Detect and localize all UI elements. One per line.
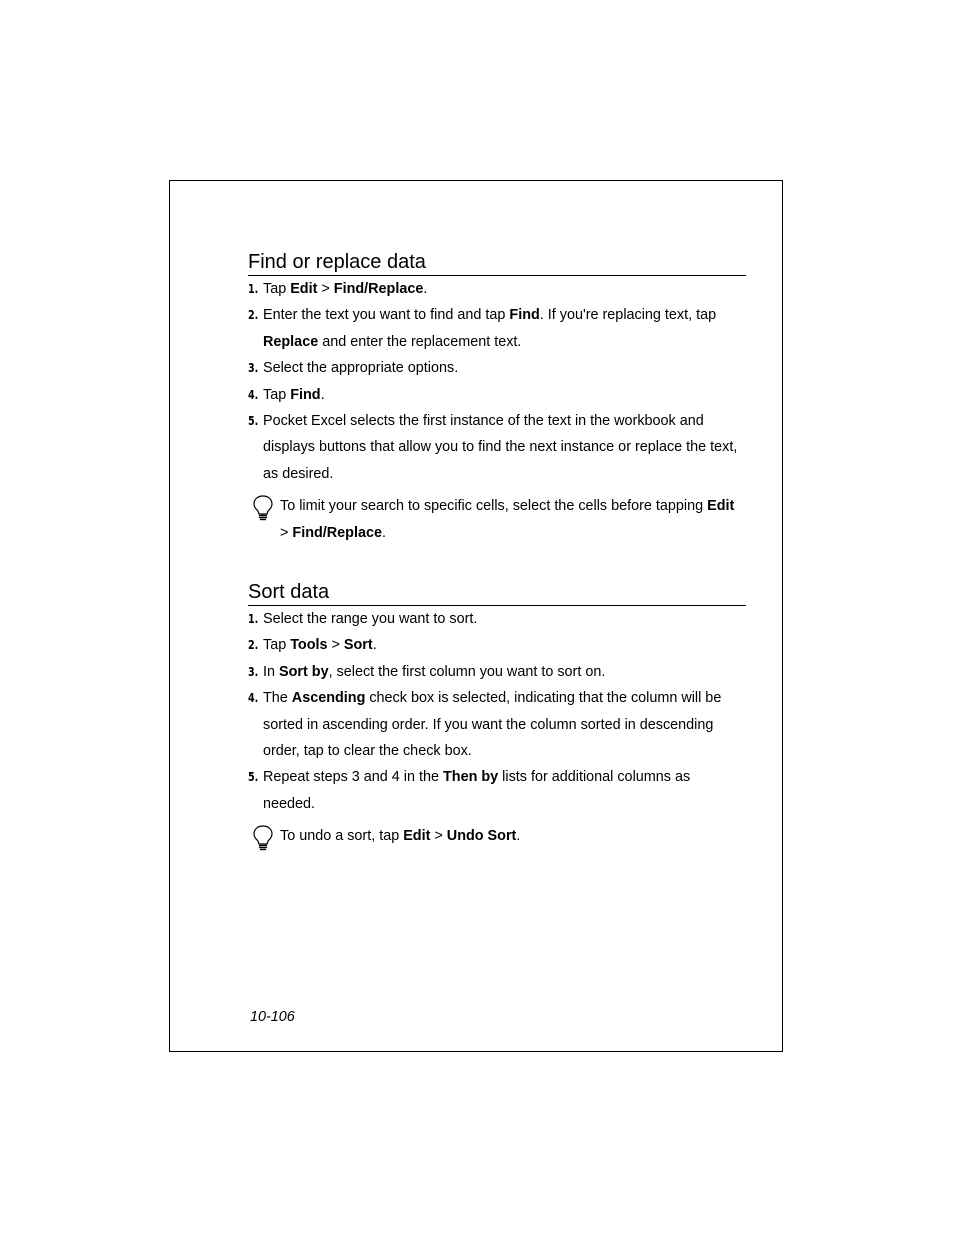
step-text <box>263 387 325 403</box>
step-item <box>248 355 746 381</box>
text-run: lists for additional columns as needed. <box>263 769 691 812</box>
ui-term: Then by <box>443 769 499 786</box>
step-text <box>263 413 737 482</box>
step-text <box>263 664 605 680</box>
step-item <box>248 685 746 764</box>
text-run: Tap <box>263 637 291 654</box>
text-run: , select the first column you want to sort on. <box>328 663 606 680</box>
step-number: 4. <box>248 387 259 402</box>
step-number: 2. <box>248 638 259 653</box>
lightbulb-icon <box>252 495 274 521</box>
ui-term: Find <box>509 307 540 324</box>
step-text <box>263 360 458 376</box>
text-run: > <box>327 637 344 654</box>
text-run: Pocket Excel selects the first instance of the text in the workbook and displays buttons that allow you to find the next instance or replace the text, as desired. <box>263 413 738 482</box>
ui-term: Edit <box>290 281 318 297</box>
text-run: and enter the replacement text. <box>318 333 522 350</box>
section-title: Sort data <box>248 580 746 606</box>
text-run: > <box>430 828 447 845</box>
step-item <box>248 302 746 355</box>
step-number: 2. <box>248 308 259 323</box>
step-number: 4. <box>248 691 259 706</box>
ui-term: Undo Sort <box>446 828 517 845</box>
step-number: 5. <box>248 414 259 429</box>
ui-term: Edit <box>707 498 735 515</box>
ui-term: Find <box>290 386 321 403</box>
text-run: In <box>263 663 279 680</box>
page-number: 10-106 <box>250 1009 295 1025</box>
step-text <box>263 611 477 627</box>
ui-term: Sort <box>343 637 373 654</box>
step-item <box>248 606 746 632</box>
step-text <box>263 637 377 653</box>
text-run: To undo a sort, tap <box>280 828 404 845</box>
ui-term: Edit <box>403 828 431 845</box>
step-text <box>263 281 427 297</box>
text-run: check box is selected, indicating that the column will be sorted in ascending order. If you want the column sorted in descending order, tap to clear the check box. <box>263 690 722 760</box>
text-run: > <box>280 524 293 541</box>
step-text <box>263 307 716 349</box>
ui-term: Find/Replace <box>292 524 382 541</box>
text-run: . If you're replacing text, tap <box>539 307 717 324</box>
text-run: Select the range you want to sort. <box>263 611 478 627</box>
ui-term: Find/Replace <box>333 281 424 297</box>
step-number: 3. <box>248 664 259 679</box>
tip-text <box>280 828 520 844</box>
steps-list <box>248 606 746 817</box>
section-find-replace <box>248 250 746 546</box>
text-run: > <box>317 281 334 297</box>
text-run: Enter the text you want to find and tap <box>263 307 510 324</box>
step-item <box>248 632 746 658</box>
text-run: The <box>263 690 292 707</box>
tip <box>248 493 746 546</box>
text-run: . <box>381 524 386 541</box>
step-item <box>248 276 746 302</box>
text-run: . <box>320 386 325 403</box>
steps-list <box>248 276 746 487</box>
step-item <box>248 659 746 685</box>
text-run: Tap <box>263 281 291 297</box>
text-run: . <box>516 828 521 845</box>
text-run: To limit your search to specific cells, select the cells before tapping <box>280 498 708 515</box>
text-run: . <box>372 637 377 654</box>
step-item <box>248 382 746 408</box>
step-number: 3. <box>248 361 259 376</box>
text-run: Tap <box>263 386 291 403</box>
section-title: Find or replace data <box>248 250 746 276</box>
ui-term: Tools <box>290 637 328 654</box>
step-item <box>248 764 746 817</box>
step-text <box>263 769 690 811</box>
step-number: 1. <box>248 612 259 626</box>
section-sort <box>248 580 746 850</box>
step-number: 1. <box>248 282 259 296</box>
text-run: . <box>423 281 428 297</box>
ui-term: Replace <box>263 333 319 350</box>
tip <box>248 823 746 849</box>
step-item <box>248 408 746 487</box>
text-run: Select the appropriate options. <box>263 360 459 377</box>
ui-term: Sort by <box>279 663 329 680</box>
step-text <box>263 690 721 759</box>
ui-term: Ascending <box>291 690 366 707</box>
step-number: 5. <box>248 770 259 785</box>
text-run: Repeat steps 3 and 4 in the <box>263 769 444 786</box>
lightbulb-icon <box>252 825 274 851</box>
tip-text <box>280 498 734 540</box>
